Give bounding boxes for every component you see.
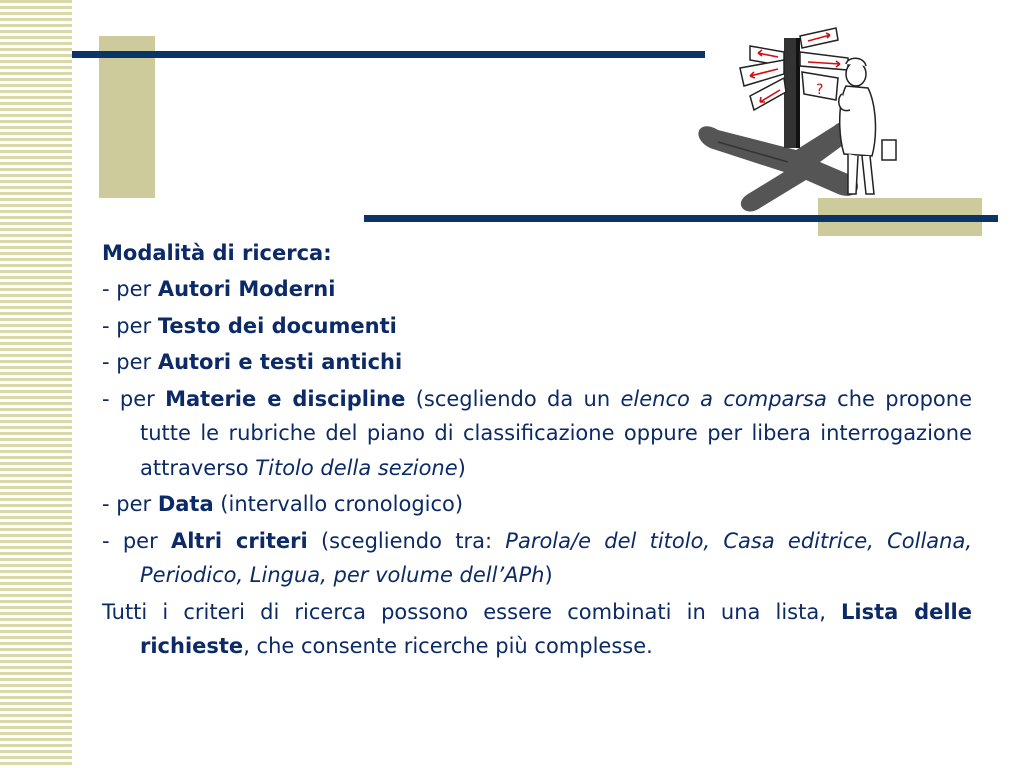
list-item: - per Data (intervallo cronologico): [102, 492, 464, 516]
decorative-rule-bottom: [364, 215, 998, 222]
decorative-tan-block-left: [99, 36, 155, 198]
list-item: - per Materie e discipline (scegliendo da un elenco a comparsa che propone tutte le rubriche del piano di classificazione oppure per libera interrogazione attraverso Titolo della sezione): [102, 386, 973, 480]
svg-text:?: ?: [816, 82, 824, 98]
slide-body: [102, 236, 972, 664]
list-item: - per Autori e testi antichi: [102, 350, 403, 374]
crossroads-signpost-man-icon: [688, 22, 910, 212]
list-item: - per Altri criteri (scegliendo tra: Parola/e del titolo, Casa editrice, Collana, Periodico, Lingua, per volume dell’APh): [102, 528, 973, 587]
section-heading: Modalità di ricerca:: [102, 241, 332, 265]
list-item: - per Autori Moderni: [102, 277, 336, 301]
list-item: - per Testo dei documenti: [102, 313, 397, 338]
left-stripe-border: [0, 0, 72, 768]
decorative-rule-top: [72, 51, 705, 58]
closing-paragraph: Tutti i criteri di ricerca possono essere combinati in una lista, Lista delle richieste, che consente ricerche più complesse.: [102, 599, 973, 658]
